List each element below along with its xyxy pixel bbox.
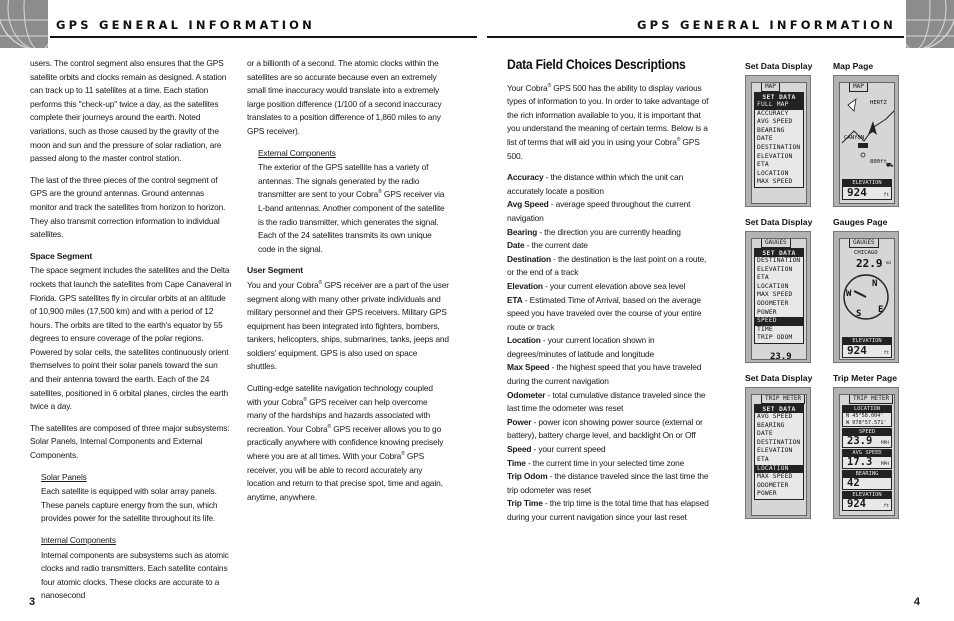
screen-label: Set Data Display <box>745 373 813 383</box>
paragraph: The last of the three pieces of the control segment of GPS are the ground antennas. Ground antennas monitor and track the satellites from horizon to horizon. They also transmit correction information to individual satellites. <box>30 174 226 240</box>
box-header: ELEVATION <box>843 492 891 499</box>
box-header: BEARING <box>843 471 891 478</box>
menu-item[interactable]: BEARING <box>757 421 785 429</box>
menu-item[interactable]: MAX SPEED <box>757 178 793 186</box>
page-number: 3 <box>29 596 36 608</box>
box-header: AVG SPEED <box>843 450 891 457</box>
screenshot-map-set-data <box>745 75 811 207</box>
subsection-label: Solar Panels <box>41 471 87 482</box>
definition-description: - the distance within which the unit can accurately locate a position <box>507 172 684 196</box>
lcd-screen <box>751 82 807 204</box>
menu-item[interactable]: ETA <box>757 455 769 463</box>
box-header: LOCATION <box>843 406 891 413</box>
screenshot-gauges-page <box>833 231 899 363</box>
compass-south: S <box>856 309 862 319</box>
definition-item <box>507 171 709 198</box>
definition-item <box>507 294 709 335</box>
definition-term: Speed <box>507 444 532 455</box>
box-header: SPEED <box>843 429 891 436</box>
avg-speed-box <box>842 449 892 469</box>
page-header-title: GPS GENERAL INFORMATION <box>56 18 315 32</box>
set-data-menu <box>754 404 804 500</box>
screen-label: Trip Meter Page <box>833 373 897 383</box>
definition-item <box>507 198 709 225</box>
svg-text:⛟: ⛟ <box>886 162 894 169</box>
location-box <box>842 405 892 427</box>
intro-paragraph: Your Cobra® GPS 500 has the ability to display various types of information to you. In order to take advantage of the rich information available to you, it is important that you understand the meaning of certain terms. Below is a list of terms that will aid you in using your Cobra® GPS 500. <box>507 82 709 161</box>
screen-tab: MAP <box>761 83 780 92</box>
definition-description: - the current time in your selected time zone <box>525 457 685 468</box>
section-heading: Space Segment <box>30 250 93 261</box>
definition-term: Bearing <box>507 226 538 237</box>
menu-item[interactable]: ODOMETER <box>757 481 789 489</box>
lcd-screen <box>839 238 895 360</box>
definition-item <box>507 334 709 361</box>
box-unit: MPH <box>880 462 889 467</box>
menu-item[interactable]: LOCATION <box>755 465 803 474</box>
lcd-screen <box>839 394 895 516</box>
paragraph: or a billionth of a second. The atomic clocks within the satellites are so accurate because even an extremely small time inaccuracy would translate into a extremely large position difference (1/100 of a second inaccuracy translates to a position difference of 1,860 miles to any GPS receiver). <box>247 58 442 136</box>
definition-term: Avg Speed <box>507 199 549 210</box>
screenshot-gauges-set-data <box>745 231 811 363</box>
partial-speed-value: 23.9 <box>770 352 792 360</box>
screen-label: Set Data Display <box>745 217 813 227</box>
definition-item <box>507 497 709 524</box>
right-header <box>477 0 954 48</box>
latitude: N 45°58.004' <box>846 413 884 419</box>
left-column-2 <box>247 57 449 512</box>
header-rule <box>487 36 904 38</box>
menu-item[interactable]: ACCURACY <box>757 109 789 117</box>
definition-description: - the highest speed that you have traveled during the current navigation <box>507 362 702 387</box>
definition-term: ETA <box>507 294 523 305</box>
definition-description: - total cumulative distance traveled since the last time the odometer was reset <box>507 389 706 414</box>
definition-description: - your current speed <box>531 444 606 455</box>
compass-east: E <box>878 305 884 315</box>
lcd-screen <box>839 82 895 204</box>
box-unit: ft <box>883 351 889 356</box>
box-value: 23.9 <box>847 435 873 447</box>
box-unit: MPH <box>880 441 889 446</box>
menu-item[interactable]: LOCATION <box>757 282 789 290</box>
definition-term: Time <box>507 457 526 468</box>
menu-item[interactable]: DESTINATION <box>757 438 801 446</box>
screen-tab: TRIP METER <box>849 395 893 404</box>
map-scale: 800ft <box>870 159 887 165</box>
menu-item[interactable]: AVG SPEED <box>757 413 793 420</box>
paragraph: The space segment includes the satellites and the Delta rockets that launch the satellites from Cape Canaveral in Florida. GPS satellites fly in circular orbits at an altitude of 10,900 miles (17,500 km) and with a period of 12 hours. The orbits are tilted to the earth's equator by 55 degrees to ensure coverage of the polar regions. Powered by solar cells, the satellites continuously orient themselves to point their solar panels toward the sun and their antenna toward the earth. Each of the 24 satellites, positioned in 6 orbital planes, circles the earth twice a day. <box>30 265 232 412</box>
definition-term: Location <box>507 335 541 346</box>
paragraph: You and your Cobra® GPS receiver are a part of the user segment along with many other private individuals and military personnel and their GPS receivers. Military GPS equipment has been integrated into fighters, bombers, tankers, helicopters, ships, submarines, tanks, jeeps and soldiers' equipment. GPS is also used on space shuttles. <box>247 279 449 372</box>
definition-item <box>507 470 709 497</box>
left-header <box>0 0 477 48</box>
screen-label: Set Data Display <box>745 61 813 71</box>
section-title: Data Field Choices Descriptions <box>507 57 686 72</box>
left-column-1 <box>30 57 232 611</box>
page-header-title: GPS GENERAL INFORMATION <box>637 18 896 32</box>
screen-label: Gauges Page <box>833 217 888 227</box>
box-header: ELEVATION <box>843 180 891 187</box>
definition-description: - your current location shown in degrees/minutes of latitude and longitude <box>507 335 655 359</box>
menu-item[interactable]: TRIP ODOM <box>757 334 793 342</box>
menu-item[interactable]: ETA <box>757 161 769 169</box>
screenshot-trip-set-data <box>745 387 811 519</box>
menu-item[interactable]: ELEVATION <box>757 265 793 273</box>
set-data-menu <box>754 92 804 188</box>
menu-item[interactable]: TIME <box>757 325 773 333</box>
paragraph: Each satellite is equipped with solar array panels. These panels capture energy from the sun, which provides power for the satellite throughout its life. <box>41 486 218 524</box>
menu-item[interactable]: LOCATION <box>757 169 789 177</box>
paragraph: The satellites are composed of three major subsystems: Solar Panels, Internal Components and External Components. <box>30 422 230 461</box>
page-number: 4 <box>913 596 920 608</box>
menu-item[interactable]: DATE <box>757 430 773 438</box>
menu-item[interactable]: AVG SPEED <box>757 118 793 126</box>
lcd-screen <box>751 238 807 360</box>
menu-item[interactable]: DESTINATION <box>757 257 801 264</box>
screenshot-map-page <box>833 75 899 207</box>
paragraph: users. The control segment also ensures that the GPS satellite orbits and clocks remain as designed. A station can track up to 11 satellites at a time. Each station performs this "check-up" twice a day, as the satellites complete their journeys around the earth. Noted variations, such as those caused by the gravity of the moon and sun and the pressure of solar radiation, are passed along to the master control station. <box>30 58 227 164</box>
map-label: HERTZ <box>870 100 887 106</box>
definition-item <box>507 280 709 294</box>
screen-tab: GAUGES <box>761 239 791 248</box>
paragraph: The exterior of the GPS satellite has a variety of antennas. The signals generated by the radio transmitter are sent to your Cobra® GPS receiver via L-band antennas. Another component of the satellite is the radio transmitter, which generates the signal. Each of the 24 satellites transmits its own unique code in the signal. <box>258 162 445 254</box>
compass-north: N <box>872 279 878 289</box>
definition-description: - power icon showing power source (external or battery), battery charge level, and backlight On or Off <box>507 416 703 441</box>
definition-item <box>507 443 709 457</box>
compass-west: W <box>846 289 852 299</box>
definition-term: Accuracy <box>507 172 544 183</box>
menu-item[interactable]: BEARING <box>757 126 785 134</box>
header-rule <box>50 36 477 38</box>
menu-item[interactable]: MAX SPEED <box>757 473 793 481</box>
menu-item[interactable]: ELEVATION <box>757 447 793 455</box>
definition-item <box>507 226 709 240</box>
definition-item <box>507 389 709 416</box>
menu-item[interactable]: SPEED <box>755 317 803 326</box>
subsection-label: External Components <box>258 147 336 158</box>
speed-unit: mi <box>886 261 892 266</box>
screen-tab: MAP <box>849 83 868 92</box>
definition-description: - average speed throughout the current navigation <box>507 199 691 223</box>
menu-header: SET DATA <box>755 93 803 101</box>
speed-box <box>842 428 892 448</box>
set-data-menu <box>754 248 804 344</box>
globe-icon <box>0 0 48 48</box>
speed-value: 22.9 <box>856 257 883 270</box>
right-column-1 <box>507 58 709 525</box>
definition-term: Odometer <box>507 389 546 400</box>
definition-item <box>507 239 709 253</box>
definition-term: Power <box>507 416 532 427</box>
menu-item[interactable]: DESTINATION <box>757 143 801 151</box>
longitude: W 078°57.571' <box>846 419 887 426</box>
map-label: CANYON <box>844 135 865 141</box>
globe-icon <box>906 0 954 48</box>
menu-item[interactable]: MAX SPEED <box>757 291 793 299</box>
paragraph: Cutting-edge satellite navigation technology coupled with your Cobra® GPS receiver can help overcome many of the hardships and hazards associated with recreation. Your Cobra® GPS receiver allows you to go practically anywhere with confidence knowing precisely where you are at all times. With your Cobra® GPS receiver, you will be able to record accurately any location and return to that precise spot, time and again, anytime, anywhere. <box>247 383 444 502</box>
menu-item[interactable]: ODOMETER <box>757 299 789 307</box>
box-unit: ft <box>883 504 889 509</box>
definition-item <box>507 361 709 388</box>
box-value: 924 <box>847 498 866 510</box>
definition-term: Destination <box>507 253 551 264</box>
section-heading: User Segment <box>247 265 303 276</box>
definition-list <box>507 171 709 524</box>
definition-item <box>507 253 709 280</box>
menu-header: SET DATA <box>755 405 803 413</box>
menu-item[interactable]: POWER <box>757 308 777 316</box>
definition-description: - the trip time is the total time that has elapsed during your current navigation since your last reset <box>507 498 709 522</box>
menu-item[interactable]: FULL MAP <box>755 101 803 110</box>
menu-item[interactable]: ETA <box>757 274 769 282</box>
definition-description: - the current date <box>524 240 588 251</box>
screen-tab: GAUGES <box>849 239 879 248</box>
subsection-label: Internal Components <box>41 535 116 545</box>
screen-tab: TRIP METER <box>761 395 805 404</box>
definition-description: - the direction you are currently heading <box>537 226 681 237</box>
lcd-screen <box>751 394 807 516</box>
definition-description: - Estimated Time of Arrival, based on the average speed you have traveled over the course of your entire route or track <box>507 294 702 332</box>
definition-term: Date <box>507 240 525 251</box>
definition-item <box>507 457 709 471</box>
paragraph: Internal components are subsystems such as atomic clocks and radio transmitters. Each satellite contains four atomic clocks. These clocks are accurate to a nanosecond <box>41 549 229 601</box>
menu-item[interactable]: DATE <box>757 135 773 143</box>
definition-item <box>507 416 709 443</box>
box-value: 42 <box>847 477 860 489</box>
definition-term: Trip Time <box>507 498 543 509</box>
definition-description: - your current elevation above sea level <box>542 280 686 291</box>
screen-label: Map Page <box>833 61 874 71</box>
box-value: 924 <box>847 186 867 199</box>
elevation-box <box>842 179 892 200</box>
elevation-box <box>842 337 892 358</box>
right-page <box>477 0 954 621</box>
box-value: 17.3 <box>847 456 873 468</box>
menu-item[interactable]: ELEVATION <box>757 152 793 160</box>
box-value: 924 <box>847 344 867 357</box>
elevation-box <box>842 491 892 511</box>
definition-description: - the distance traveled since the last time the trip odometer was reset <box>507 471 709 495</box>
bearing-box <box>842 470 892 490</box>
definition-description: - the destination is the last point on a route, or the end of a track <box>507 253 707 278</box>
menu-header: SET DATA <box>755 249 803 257</box>
box-header: ELEVATION <box>843 338 891 345</box>
definition-term: Elevation <box>507 280 543 291</box>
box-unit: ft <box>883 193 889 198</box>
destination-name: CHICAGO <box>854 250 878 256</box>
menu-item[interactable]: POWER <box>757 490 777 498</box>
definition-term: Max Speed <box>507 362 550 373</box>
screenshot-trip-meter-page <box>833 387 899 519</box>
definition-term: Trip Odom <box>507 471 548 482</box>
